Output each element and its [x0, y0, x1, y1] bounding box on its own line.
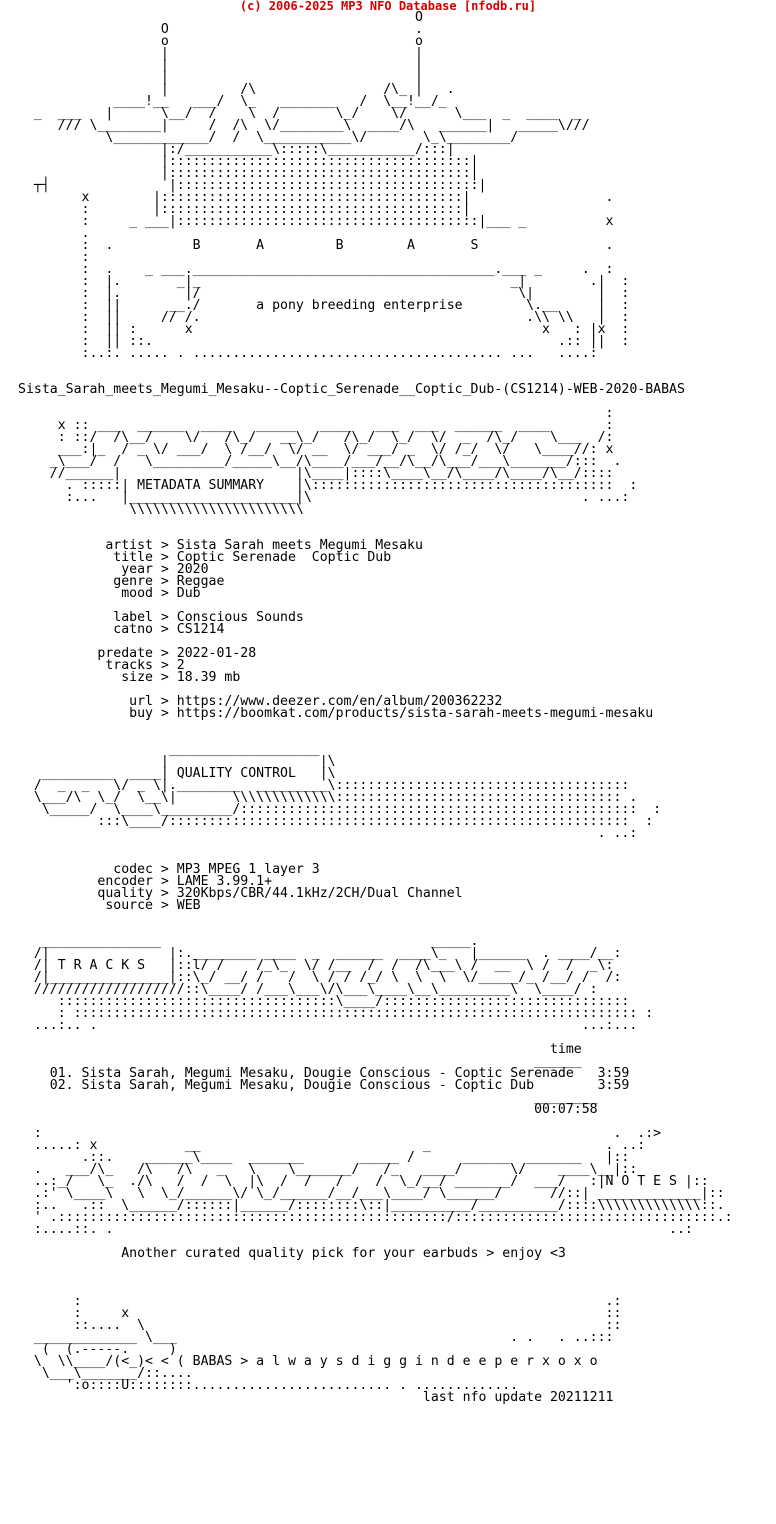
site-banner: (c) 2006-2025 MP3 NFO Database [nfodb.ru]	[239, 0, 537, 13]
nfo-ascii-document: O O . o o | | | | | | | /\ /\_ | . ____!__ ___/ \_ _______ / \__!__/_ _ ___ | \__/ / \ / \_/ \/ \___ _ ____ _ /// \________| / /\ \/________\ ____/\ ______| _____\/// \____________/ / \___________\/ \_\________/ |:/___________\:::::\___________/:::| |::::::::::::::::::::::::::::::::::::::| |::::::::::::::::::::::::::::::::::::::| ┬┤ |::::::::::::::::::::::::::::::::::::::| x |::::::::::::::::::::::::::::::::::::::| . : |::::::::::::::::::::::::::::::::::::::| : _ ___|::::::::::::::::::::::::::::::::::::::|___ _ x . : . B A B A S . : : . _ ___.______________________________________.___ _ . : : |. _|_ _| .| : : |. |/ \| | : : || __./ a pony breeding enterprise \.__ | : : || // /. .\\ \\ | : : || : x x : |x : : || ::. .:: || : :..:. ..... . ....................................... ... ....: Sista_Sarah_meets_Megumi_Mesaku--Coptic_Serenade__Coptic_Dub-(CS1214)-WEB-2020-BABAS : x :: ___ ______ ____ _____ ____ ___ ___ ______ ____ : : ::/ /\__/ \/ /\_/ __\_/ /\_/ \_/ \/ _ /\_/ \___ /: ___:|_ / _ \/ ___/ \ /__/ \/ __ \/ ___/ _ \/ /_/ \/ \____//: x _\___/ / \_________/_____\__/\____/___/__/\__/\___/___\_______/::: . //______| |\____|::::\____\__/\____/\____/\__/:::: . :::::| METADATA SUMMARY |\:::::::::::::::::::::::::::::::::::::: : :... |_____________________|\ . ...: \\\\\\\\\\\\\\\\\\\\\\ artist > Sista Sarah meets Megumi Mesaku title > Coptic Serenade Coptic Dub year > 2020 genre > Reggae mood > Dub label > Conscious Sounds catno > CS1214 predate > 2022-01-28 tracks > 2 size > 18.39 mb url > https://www.deezer.com/en/album/200362232 buy > https://boomkat.com/products/sista-sarah-meets-megumi-mesaku ___________________ | |\ _________ ____| QUALITY CONTROL |\ / _ _ \/ _ \|.________ _________\::::::::::::::::::::::::::::::::::::: \___/\ \_/ \__\| \\\\\\\\\\\\\:::::::::::::::::::::::::::::::::::: . \_____/ \____\_________/:::::::::::::::::::::::::::::::::::::::::::::::::: : :::\____/:::::::::::::::::::::::::::::::::::::::::::::::::::::::::: : . ..: codec > MP3 MPEG 1 layer 3 encoder > LAME 3.99.1+ quality > 320Kbps/CBR/44.1kHz/2CH/Dual Channel source > WEB _______________ _____. /| |:.________ ____ _ ______ ____\_ |______ . ____/__: /| T R A C K S |::l/ / /_\_ \/ /__ / / /\___\ / __ \ / / _\: /|_______________|::\_/ __/ / / \ / / /_/ \ \ \ \/_____/_ /__/ / /: ///////////////////::\____/ /___\___\/\___\____\__\_________\ \____/ : :::::::::::::::::::::::::::::::::::\____/::::::::::::::::::::::::::::::: : ::::::::::::::::::::::::::::::::::::::::::::::::::::::::::::::::::::::: : ...:.. . ...:... time ______ 01. Sista Sarah, Megumi Mesaku, Dougie Conscious - Coptic Serenade 3:59 02. Sista Sarah, Megumi Mesaku, Dougie Conscious - Coptic Dub 3:59 ________ 00:07:58 : . .:> .....: x __ _ . ..: .::. ______\____ _______ _____ / ______ _______ |:: . ___/\_ /\ /\ _ \ \_______/ /_ ____/ \/ ____\__|:: ..:_/ \_ ./\ / / \ |\ / / / / \_/__/ _______/ ___/ :|N O T E S |:: .:' \____\ \ \_/______\/ \_/______/__/___\____/ \______/ //::| _____________|:: :.. .:: \______/::::::|______/::::::::\::|__________/__________/::::\\\\\\\\\\\\\::. ' .:::::::::::::::::::::::::::::::::::::::::::::::::/:::::::::::::::::::::::::::::::::.: :....::. . ..: Another curated quality pick for your earbuds > enjoy <3 : .: : x :: ::.... \ :: _____________ \___ . . . ..::: ( (.-----. ) \ \\____/(<_)< < ( BABAS > a l w a y s d i g g i n d e e p e r x o x o \___\_______/::.... ':o::::U::::::::......................... . ............. last nfo update 20211211	[18, 10, 733, 1405]
